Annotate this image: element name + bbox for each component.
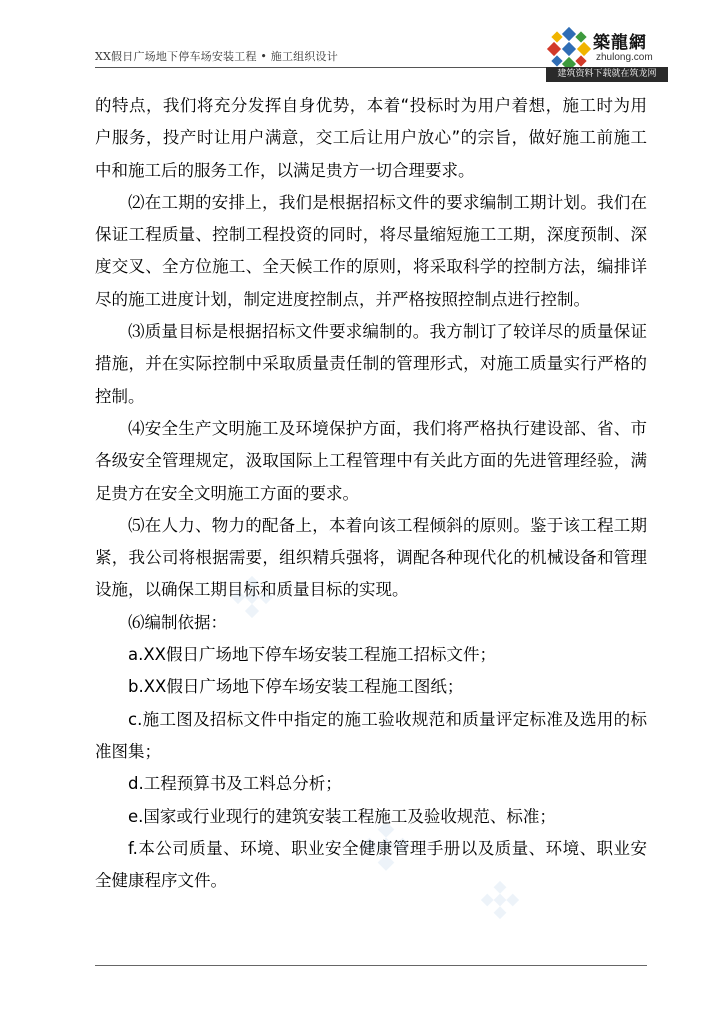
document-body (95, 90, 647, 897)
paragraph: ⑷安全生产文明施工及环境保护方面，我们将严格执行建设部、省、市各级安全管理规定，汲取国际上工程管理中有关此方面的先进管理经验，满足贵方在安全文明施工方面的要求。 (95, 418, 647, 503)
paragraph: ⑵在工期的安排上，我们是根据招标文件的要求编制工期计划。我们在保证工程质量、控制工程投资的同时，将尽量缩短施工工期，深度预制、深度交叉、全方位施工、全天候工作的原则，将采取科学的控制方法，编排详尽的施工进度计划，制定进度控制点，并严格按照控制点进行控制。 (95, 192, 647, 309)
logo-slogan: 建筑资料下载就在筑龙网 (546, 67, 668, 82)
list-heading: ⑹编制依据： (128, 612, 227, 632)
zhulong-logo (546, 24, 672, 86)
snowflake-logo-icon (546, 26, 592, 72)
list-item: f.本公司质量、环境、职业安全健康管理手册以及质量、环境、职业安全健康程序文件。 (95, 838, 647, 891)
paragraph: ⑶质量目标是根据招标文件要求编制的。我方制订了较详尽的质量保证措施，并在实际控制中采取质量责任制的管理形式，对施工质量实行严格的控制。 (95, 322, 647, 406)
footer-divider (95, 965, 647, 966)
list-item: a.XX假日广场地下停车场安装工程施工招标文件； (128, 645, 496, 665)
list-item: b.XX假日广场地下停车场安装工程施工图纸； (128, 677, 464, 697)
paragraph: 的特点，我们将充分发挥自身优势，本着“投标时为用户着想，施工时为用户服务，投产时让用户满意，交工后让用户放心”的宗旨，做好施工前施工中和施工后的服务工作，以满足贵方一切合理要求。 (95, 96, 647, 180)
list-item: c.施工图及招标文件中指定的施工验收规范和质量评定标准及选用的标准图集； (95, 709, 647, 761)
document-title: XX假日广场地下停车场安装工程 • 施工组织设计 (95, 50, 338, 63)
paragraph: ⑸在人力、物力的配备上，本着向该工程倾斜的原则。鉴于该工程工期紧，我公司将根据需要，组织精兵强将，调配各种现代化的机械设备和管理设施，以确保工期目标和质量目标的实现。 (95, 515, 647, 600)
logo-domain: zhulong.com (596, 52, 653, 63)
logo-name: 築龍網 (593, 33, 647, 53)
list-item: e.国家或行业现行的建筑安装工程施工及验收规范、标准； (128, 806, 556, 826)
list-item: d.工程预算书及工料总分析； (128, 774, 342, 794)
